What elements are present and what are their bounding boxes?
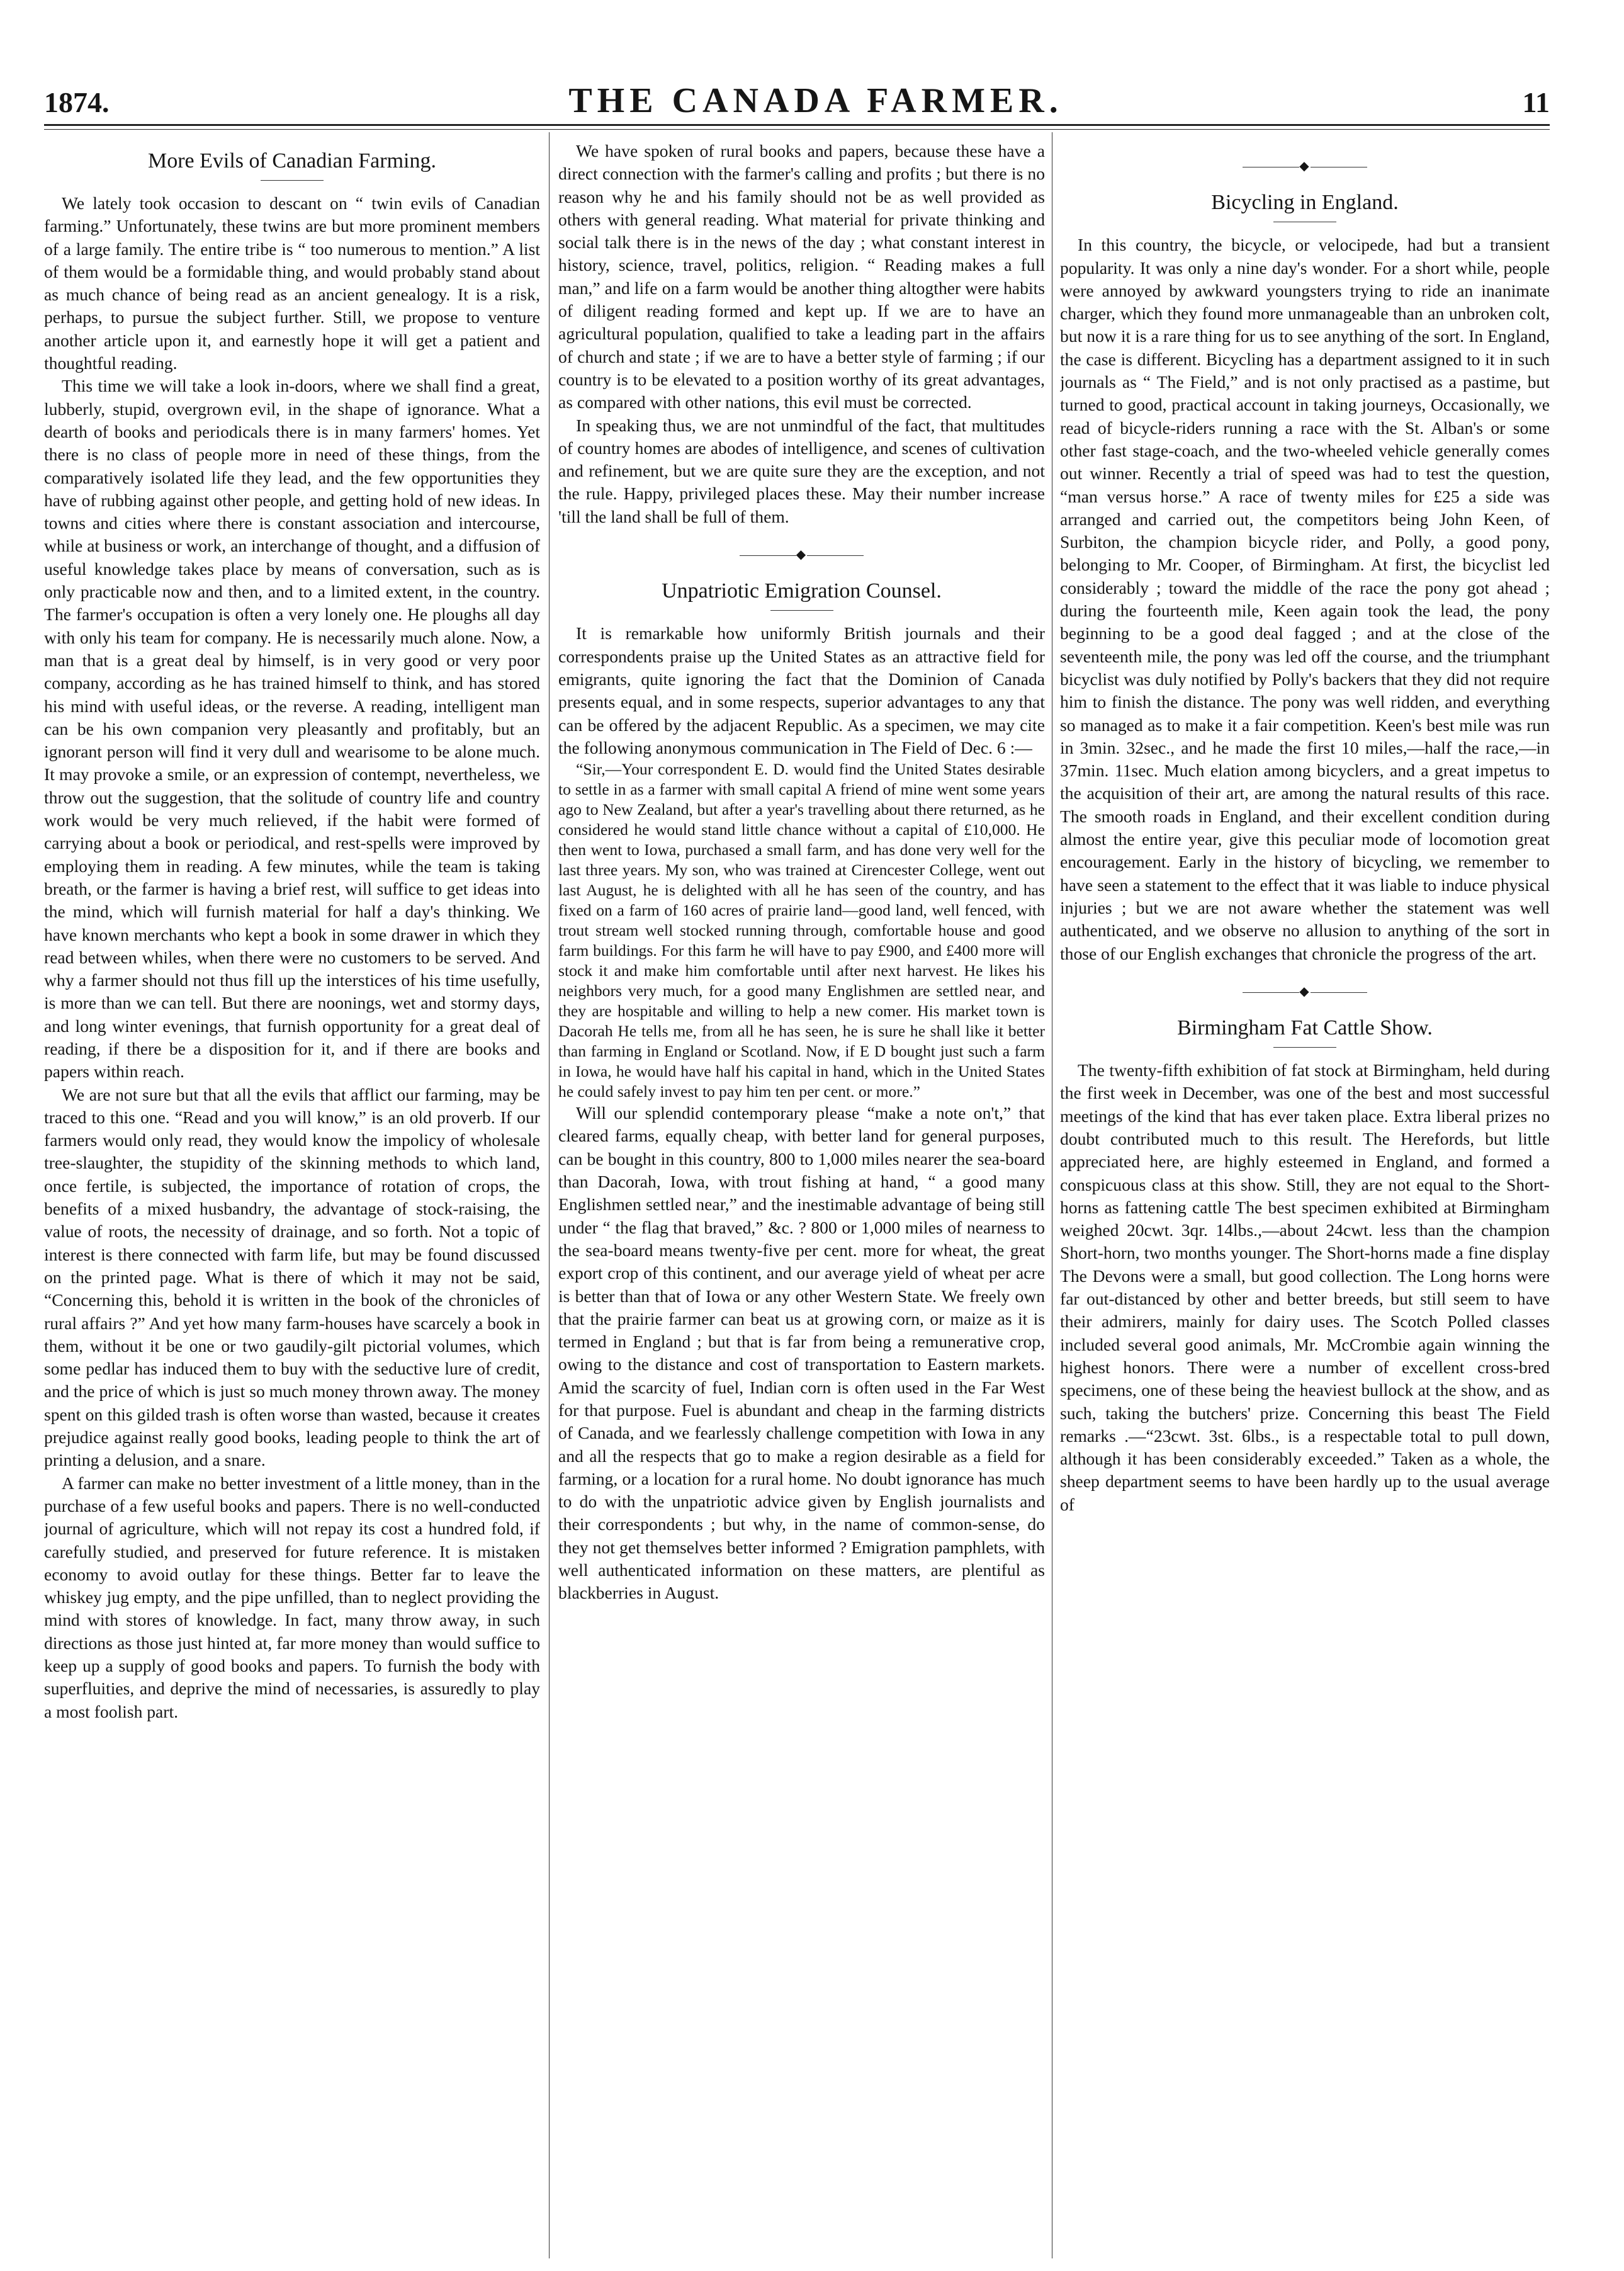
separator-ornament: ◆ bbox=[1299, 159, 1311, 173]
header-rule-thin bbox=[44, 129, 1550, 130]
title-rule bbox=[770, 610, 833, 611]
paragraph: It is remarkable how uniformly British journals and their correspondents praise up the United States as an attractive field for emigrants, quite ignoring the fact that the Dominion of Canada presents equal, and in some respects, superior advantages to any that can be offered by the adjacent Republic. As a specimen, we may cite the following anonymous communication in The Field of Dec. 6 :— bbox=[558, 623, 1045, 757]
article-separator bbox=[1060, 980, 1550, 1003]
paragraph: We have spoken of rural books and papers, because these have a direct connection with the farmer's calling and profits ; but there is no reason why he and his family should not be as well provided as others with general reading. What material for private thinking and social talk there is in the news of the day ; what constant interest in history, science, travel, politics, religion. “ Reading makes a full man,” and life on a farm would be another thing altogther were habits of diligent reading formed and kept up. If we are to have an agricultural population, qualified to take a leading part in the affairs of church and state ; if we are to have a better style of farming ; if our country is to be elevated to a position worthy of its great advantages, as compared with other nations, this evil must be corrected. bbox=[558, 141, 1045, 412]
paragraph: A farmer can make no better investment of a little money, than in the purchase of a few useful books and papers. There is no well-conducted journal of agriculture, which will not repay its cost a hundred fold, if carefully studied, and preserved for future reference. It is mistaken economy to avoid outlay for these things. Better far to leave the whiskey jug empty, and the pipe unfilled, than to neglect providing the mind with stores of knowledge. In fact, many throw away, in such directions as those just hinted at, far more money than would suffice to keep up a supply of good books and papers. To furnish the body with superfluities, and deprive the mind of necessaries, is assuredly to play a most foolish part. bbox=[44, 1473, 540, 1721]
column-divider bbox=[549, 132, 550, 2258]
separator-ornament: ◆ bbox=[1299, 984, 1311, 999]
article-title: Birmingham Fat Cattle Show. bbox=[1177, 1016, 1433, 1040]
column-3 bbox=[1060, 140, 1550, 2258]
letter-quote: “Sir,—Your correspondent E. D. would find the United States desirable to settle in as a farmer with small capital A friend of mine went some years ago to New Zealand, but after a year's travelling about there returned, as he considered he would stand little chance without a capital of £10,000. He then went to Iowa, purchased a small farm, and has done very well for the last three years. My son, who was trained at Cirencester College, went out last August, he is delighted with all he has seen of the country, and has fixed on a farm of 160 acres of prairie land—good land, well fenced, with trout stream well stocked running through, comfortable house and good farm buildings. For this farm he will have to pay £900, and £400 more will stock it and make him comfortable until after next harvest. He likes his neighbors very much, for a good many Englishmen are settled near, and they are hospitable and willing to help a new comer. His market town is Dacorah He tells me, from all he has seen, he is sure he shall like it better than farming in England or Scotland. Now, if E D bought just such a farm in Iowa, he would have half his capital in hand, which in the United States he could safely invest to pay him ten per cent. or more.” bbox=[558, 760, 1045, 1101]
page-number: 11 bbox=[1522, 86, 1550, 118]
paragraph: The twenty-fifth exhibition of fat stock at Birmingham, held during the first week in December, was one of the best and most successful meetings of the kind that has ever taken place. Extra liberal prizes no doubt contributed much to this result. The Herefords, but little appreciated here, are highly esteemed in England, and formed a conspicuous class at this show. Still, they are not equal to the Short-horns as fattening cattle The best specimen exhibited at Birmingham weighed 20cwt. 3qr. 14lbs.,—about 24cwt. less than the champion Short-horn, two months younger. The Short-horns made a fine display The Devons were a small, but good collection. The Long horns were far out-distanced by other and better breeds, but still seem to have their admirers, mainly for dairy uses. The Scotch Polled classes included several good animals, Mr. McCrombie again winning the highest honors. There were a number of excellent cross-bred specimens, one of these being the heaviest bullock at the show, and as such, taking the butchers' prize. Concerning this beast The Field remarks .—“23cwt. 3st. 6lbs., is a respectable total to pull down, although it has been considerably exceeded.” Taken as a whole, the sheep department seems to have been hardly up to the usual average of bbox=[1060, 1060, 1550, 1514]
article-title: More Evils of Canadian Farming. bbox=[148, 149, 436, 173]
newspaper-title: THE CANADA FARMER. bbox=[568, 81, 1063, 120]
column-1 bbox=[44, 140, 540, 2258]
article-title: Unpatriotic Emigration Counsel. bbox=[662, 579, 942, 603]
paragraph: In speaking thus, we are not unmindful of the fact, that multitudes of country homes are abodes of intelligence, and scenes of cultivation and refinement, but we are quite sure they are the exception, and not the rule. Happy, privileged places these. May their number increase 'till the land shall be full of them. bbox=[558, 415, 1045, 526]
paragraph: We are not sure but that all the evils that afflict our farming, may be traced to this one. “Read and you will know,” is an old proverb. If our farmers would only read, they would know the impolicy of wholesale tree-slaughter, the stupidity of the skinning methods to which land, once fertile, is subjected, the importance of rotation of crops, the benefits of a mixed husbandry, the advantage of stock-raising, the value of roots, the necessity of drainage, and so forth. Not a topic of interest is there connected with farm life, but may be found discussed on the printed page. What is there of which it may not be said, “Concerning this, behold it is written in the book of the chronicles of rural affairs ?” And yet how many farm-houses have scarcely a book in them, without it be one or two gaudily-gilt pictorial volumes, which some pedlar has induced them to buy with the seductive lure of credit, and the price of which is just so much money thrown away. The money spent on this gilded trash is often worse than wasted, because it creates prejudice against really good books, leading people to think the art of printing a delusion, and a snare. bbox=[44, 1084, 540, 1470]
paragraph: This time we will take a look in-doors, where we shall find a great, lubberly, stupid, overgrown evil, in the shape of ignorance. What a dearth of books and periodicals there is in many farmers' homes. Yet there is no class of people more in need of these things, from the comparatively isolated life they lead, and the few opportunities they have of rubbing against other people, and getting hold of new ideas. In towns and cities where there is constant association and intercourse, while at business or work, an interchange of thought, and a diffusion of useful knowledge takes place by means of conversation, such as is only practicable now and then, and to a limited extent, in the country. The farmer's occupation is often a very lonely one. He ploughs all day with only his team for company. He is necessarily much alone. Now, a man that is a great deal by himself, is in very good or very poor company, according as he has trained himself to think, and has stored his mind with useful ideas, or the reverse. A reading, intelligent man can be his own companion very pleasantly and profitably, but an ignorant person will find it very dull and wearisome to be alone much. It may provoke a smile, or an expression of contempt, nevertheless, we throw out the suggestion, that the solitude of country life and country work would be very much relieved, if the habit were formed of carrying about a book or periodical, and rest-spells were improved by employing them in reading. A few minutes, while the team is taking breath, or the farmer is having a brief rest, will suffice to get ideas into the mind, which will furnish material for half a day's thinking. We have known merchants who kept a book in some drawer in which they read between whiles, when there were no customers to be served. And why a farmer should not thus fill up the interstices of his time usefully, is more than we can tell. But there are noonings, wet and stormy days, and long winter evenings, that furnish opportunity for a great deal of reading, if there be a disposition for it, and if there are books and papers within reach. bbox=[44, 376, 540, 1082]
article-title: Bicycling in England. bbox=[1211, 191, 1399, 215]
separator-ornament: ◆ bbox=[796, 548, 808, 562]
title-rule bbox=[261, 180, 324, 181]
column-2 bbox=[558, 140, 1045, 2258]
article-separator bbox=[558, 543, 1045, 566]
issue-year: 1874. bbox=[44, 86, 110, 118]
article-separator bbox=[1060, 155, 1550, 178]
header-rule-thick bbox=[44, 124, 1550, 126]
paragraph: In this country, the bicycle, or velocipede, had but a transient popularity. It was only a nine day's wonder. For a short while, people were annoyed by awkward youngsters trying to ride an inanimate charger, which they found more unmanageable than an unbroken colt, but now it is a rare thing for us to see anything of the sort. In England, the case is different. Bicycling has a department assigned to it in such journals as “ The Field,” and is not only practised as a pastime, but turned to good, practical account in taking journeys, Occasionally, we read of bicycle-riders running a race with the St. Alban's or some other fast stage-coach, and the two-wheeled vehicle generally comes out winner. Recently a trial of speed was had to test the question, “man versus horse.” A race of twenty miles for £25 a side was arranged and carried out, the competitors being John Keen, of Surbiton, the champion bicycle rider, and Polly, a good pony, belonging to Mr. Cooper, of Birmingham. At first, the bicyclist led considerably ; toward the middle of the race the pony got ahead ; during the fourteenth mile, Keen again took the lead, the pony beginning to be a good deal fagged ; and at the close of the seventeenth mile, the pony was led off the course, and the triumphant bicyclist was duly notified by Polly's backers that they did not require him to finish the distance. The pony was well ridden, and everything so managed as to make it a fair competition. Keen's best mile was run in 3min. 32sec., and he made the first 10 miles,—half the race,—in 37min. 11sec. Much elation among bicyclers, and a great impetus to the acquisition of their art, are among the natural results of this race. The smooth roads in England, and their excellent condition during almost the entire year, give this peculiar mode of locomotion great encouragement. Early in the history of bicycling, we remember to have seen a statement to the effect that it was liable to induce physical injuries ; but we are not aware whether the statement was well authenticated, and we observe no allusion to anything of the sort in those of our English exchanges that chronicle the progress of the art. bbox=[1060, 235, 1550, 963]
masthead bbox=[44, 81, 1550, 121]
title-rule bbox=[1273, 1047, 1336, 1048]
paragraph: We lately took occasion to descant on “ twin evils of Canadian farming.” Unfortunately, these twins are but more prominent members of a large family. The entire tribe is “ too numerous to mention.” A list of them would be a formidable thing, and would probably stand about as much chance of being read as an ancient genealogy. It is a risk, perhaps, to pursue the subject further. Still, we propose to venture another article upon it, and earnestly hope it will get a patient and thoughtful reading. bbox=[44, 193, 540, 373]
paragraph: Will our splendid contemporary please “make a note on't,” that cleared farms, equally cheap, with better land for general purposes, can be bought in this country, 800 to 1,000 miles nearer the sea-board than Dacorah, Iowa, with trout fishing at hand, “ a good many Englishmen settled near,” and the inestimable advantage of being still under “ the flag that braved,” &c. ? 800 or 1,000 miles of nearness to the sea-board means twenty-five per cent. more for wheat, the great export crop of this continent, and our average yield of wheat per acre is better than that of Iowa or any other Western State. We freely own that the prairie farmer can beat us at growing corn, or maize as it is termed in England ; but that is far from being a remunerative crop, owing to the distance and cost of transportation to Eastern markets. Amid the scarcity of fuel, Indian corn is often used in the Far West for that purpose. Fuel is abundant and cheap in the farming districts of Canada, and we fearlessly challenge competition with Iowa in any and all the respects that go to make a region desirable as a field for farming, or a location for a rural home. No doubt ignorance has much to do with the unpatriotic advice given by English journalists and their correspondents ; but why, in the name of common-sense, do they not get themselves better informed ? Emigration pamphlets, with well authenticated information on these matters, are plentiful as blackberries in August. bbox=[558, 1103, 1045, 1603]
